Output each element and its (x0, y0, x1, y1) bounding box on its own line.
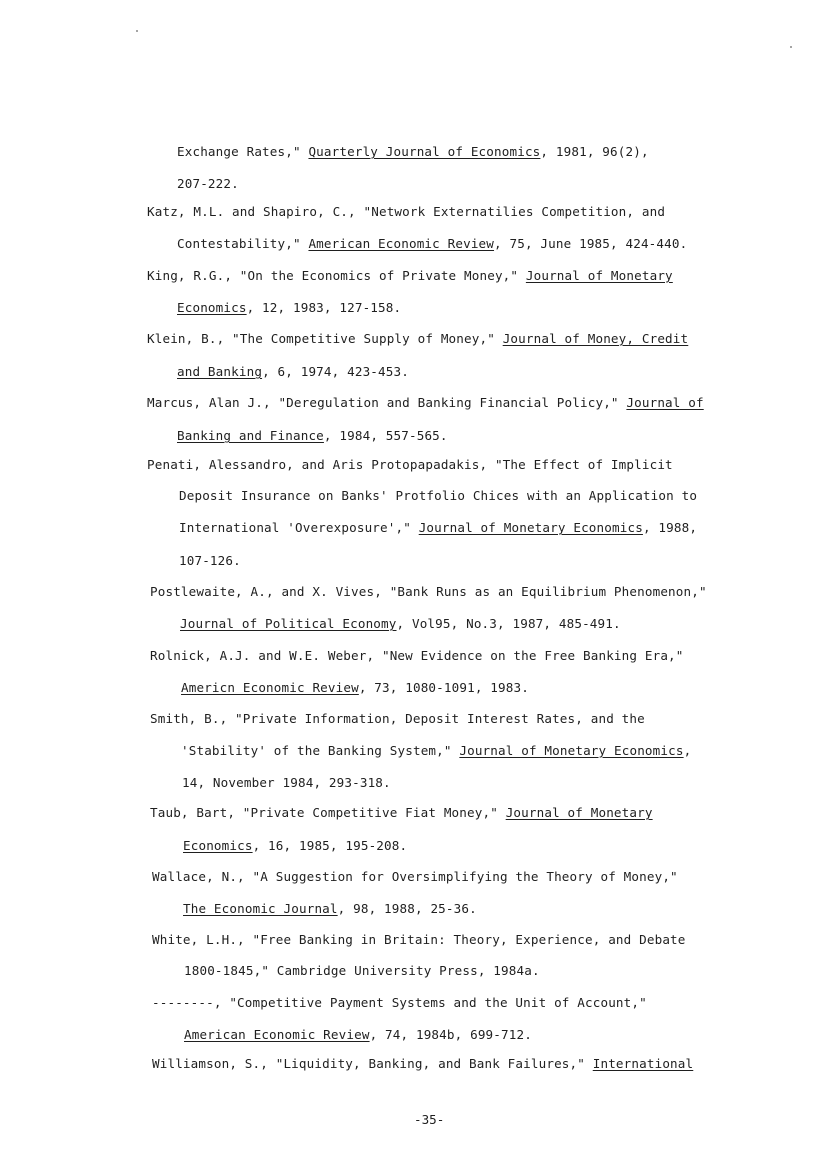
reference-source-title: Quarterly Journal of Economics (308, 144, 541, 159)
reference-text: 14, November 1984, 293-318. (182, 775, 391, 790)
reference-text: , (683, 743, 692, 758)
reference-text: Rolnick, A.J. and W.E. Weber, "New Evidence on the Free Banking Era," (150, 648, 684, 663)
reference-text: Deposit Insurance on Banks' Protfolio Chices with an Application to (179, 488, 698, 503)
reference-source-title: The Economic Journal (183, 901, 338, 916)
reference-text: , 6, 1974, 423-453. (262, 364, 409, 379)
reference-line (183, 901, 477, 917)
reference-text: Contestability," (177, 236, 309, 251)
reference-line (152, 932, 686, 948)
reference-text: , 75, June 1985, 424-440. (494, 236, 688, 251)
reference-text: , 73, 1080-1091, 1983. (358, 680, 529, 695)
reference-text: --------, "Competitive Payment Systems and the Unit of Account," (152, 995, 647, 1010)
reference-line (177, 176, 239, 192)
reference-source-title: Americn Economic Review (181, 680, 359, 695)
reference-source-title: Journal of Monetary (525, 268, 673, 283)
reference-text: Postlewaite, A., and X. Vives, "Bank Runs as an Equilibrium Phenomenon," (150, 584, 707, 599)
reference-text: , 74, 1984b, 699-712. (369, 1027, 532, 1042)
reference-line (183, 838, 407, 854)
reference-text: Penati, Alessandro, and Aris Protopapadakis, "The Effect of Implicit (147, 457, 673, 472)
reference-text: , 1984, 557-565. (323, 428, 448, 443)
reference-source-title: Journal of Political Economy (180, 616, 397, 631)
reference-line (177, 300, 401, 316)
reference-line (147, 268, 673, 284)
reference-text: Taub, Bart, "Private Competitive Fiat Money," (150, 805, 506, 820)
reference-line (182, 775, 391, 791)
reference-source-title: American Economic Review (308, 236, 495, 251)
reference-text: , 98, 1988, 25-36. (337, 901, 477, 916)
reference-line (152, 869, 678, 885)
reference-text: , 12, 1983, 127-158. (246, 300, 402, 315)
reference-text: Katz, M.L. and Shapiro, C., "Network Externatilies Competition, and (147, 204, 666, 219)
reference-line (150, 805, 653, 821)
reference-line (181, 743, 691, 759)
reference-source-title: Journal of Monetary (505, 805, 653, 820)
reference-source-title: Journal of (626, 395, 704, 410)
reference-line (177, 364, 409, 380)
reference-line (184, 963, 540, 979)
reference-source-title: Journal of Money, Credit (502, 331, 689, 346)
reference-text: , 1981, 96(2), (540, 144, 649, 159)
reference-text: 'Stability' of the Banking System," (181, 743, 460, 758)
reference-line (181, 680, 529, 696)
reference-text: White, L.H., "Free Banking in Britain: Theory, Experience, and Debate (152, 932, 686, 947)
reference-text: 107-126. (179, 553, 241, 568)
reference-text: 1800-1845," Cambridge University Press, 1984a. (184, 963, 540, 978)
reference-text: International 'Overexposure'," (179, 520, 419, 535)
reference-line (179, 553, 241, 569)
reference-line (179, 488, 697, 504)
reference-source-title: Economics (177, 300, 247, 315)
reference-line (150, 711, 645, 727)
reference-text: , 1988, (642, 520, 698, 535)
reference-line (152, 995, 647, 1011)
reference-line (147, 457, 673, 473)
reference-text: Williamson, S., "Liquidity, Banking, and Bank Failures," (152, 1056, 593, 1071)
reference-line (150, 584, 707, 600)
reference-source-title: Journal of Monetary Economics (418, 520, 643, 535)
reference-source-title: American Economic Review (184, 1027, 370, 1042)
reference-line (177, 428, 448, 444)
reference-line (147, 204, 665, 220)
reference-line (147, 395, 704, 411)
reference-text: Smith, B., "Private Information, Deposit Interest Rates, and the (150, 711, 645, 726)
reference-text: Marcus, Alan J., "Deregulation and Banking Financial Policy," (147, 395, 627, 410)
reference-source-title: Economics (183, 838, 253, 853)
reference-source-title: Banking and Finance (177, 428, 324, 443)
reference-source-title: Journal of Monetary Economics (459, 743, 684, 758)
reference-line (177, 144, 649, 160)
reference-line (152, 1056, 693, 1072)
reference-text: , Vol95, No.3, 1987, 485-491. (396, 616, 621, 631)
reference-text: Wallace, N., "A Suggestion for Oversimplifying the Theory of Money," (152, 869, 678, 884)
reference-line (184, 1027, 532, 1043)
reference-line (147, 331, 688, 347)
reference-line (179, 520, 697, 536)
page-number: -35- (414, 1112, 445, 1127)
scan-speck (790, 46, 792, 48)
reference-source-title: and Banking (177, 364, 263, 379)
reference-line (150, 648, 684, 664)
reference-text: Klein, B., "The Competitive Supply of Money," (147, 331, 503, 346)
reference-text: , 16, 1985, 195-208. (252, 838, 408, 853)
reference-line (180, 616, 621, 632)
reference-text: King, R.G., "On the Economics of Private Money," (147, 268, 526, 283)
reference-text: 207-222. (177, 176, 239, 191)
reference-source-title: International (592, 1056, 694, 1071)
scan-speck (136, 30, 138, 32)
reference-line (177, 236, 687, 252)
reference-text: Exchange Rates," (177, 144, 309, 159)
